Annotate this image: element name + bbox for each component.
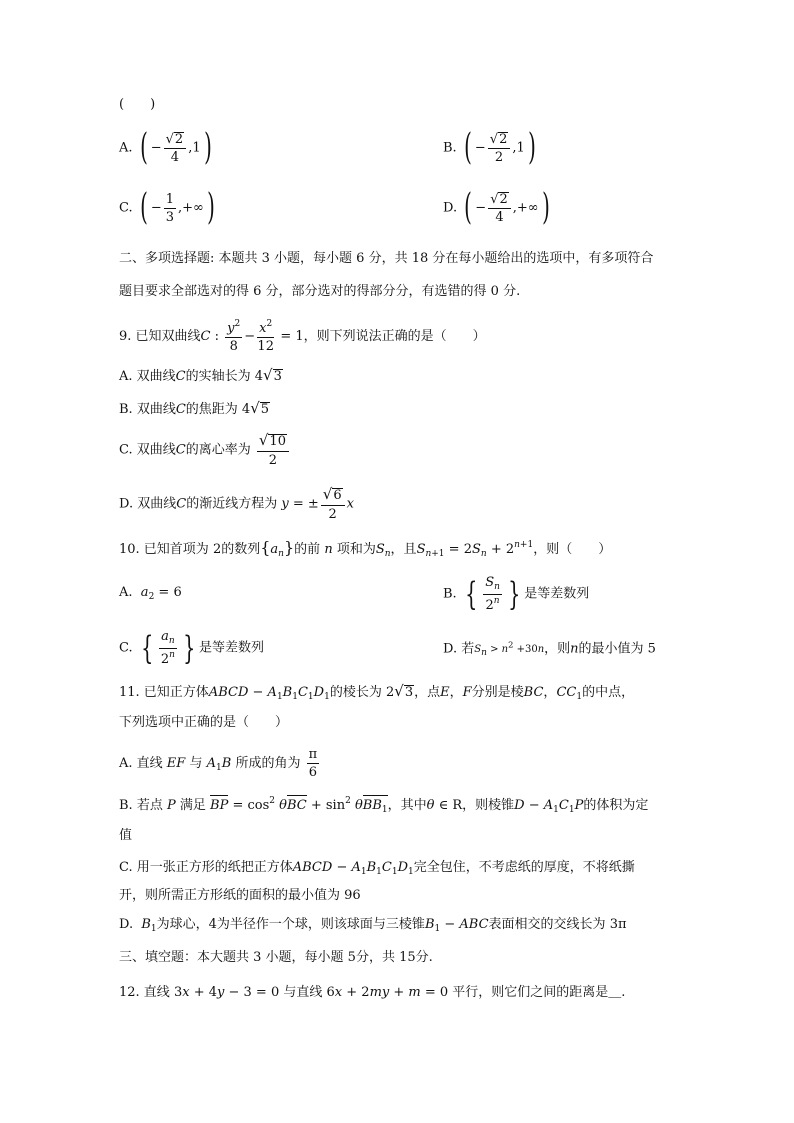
q10-option-a: A. $a_2 = 6$ — [119, 585, 182, 602]
q10-option-c: C. { $\frac{a_n}{2^n}$ } 是等差数列 — [119, 629, 265, 667]
q8-paren: ( ) — [119, 97, 156, 112]
option-label: D. — [443, 200, 458, 216]
q10-option-d: D. 若$Sn > n^2 +30n$，则n的最小值为 5 — [443, 640, 656, 659]
q11-option-d: D. $B_1$为球心，4为半径作一个球，则该球面与三棱锥$B_1$ − ABC表面相交的交线长为 3π — [119, 917, 627, 934]
option-label: A. — [119, 140, 133, 156]
q11-stem-line1: 11. 已知正方体ABCD − $A_1B_1C_1D_1$的棱长为 2√3，点E，F分别是棱BC，$CC_1$的中点， — [119, 682, 635, 702]
q9-option-a: A. 双曲线C的实轴长为 4√3 — [119, 366, 282, 384]
q11-option-c-line1: C. 用一张正方形的纸把正方体ABCD − $A_1B_1C_1D_1$完全包住，不考虑纸的厚度，不将纸撕 — [119, 860, 635, 877]
q10-stem: 10. 已知首项为 2的数列$\{a_n\}$的前 n 项和为$S_n$，且$S_{n+1} = 2S_n + 2^{n+1}$，则（ ） — [119, 538, 612, 559]
q11-option-b-line2: 值 — [119, 828, 133, 843]
q8-option-c: C. ( − $\frac{1}{3}$ ,+∞) — [119, 187, 215, 228]
q11-option-b-line1: B. 若点 P 满足 BP = $\cos^2 \theta BC + \sin^2 \theta BB_1$，其中θ ∈ R，则棱锥$D - A_1C_1P$的体积为定 — [119, 796, 649, 815]
q9-option-b: B. 双曲线C的焦距为 4√5 — [119, 399, 270, 417]
q9-option-c: C. 双曲线C的离心率为 $\frac{√10}{2}$ — [119, 433, 291, 467]
option-label: C. — [119, 200, 133, 216]
q11-option-c-line2: 开，则所需正方形纸的面积的最小值为 96 — [119, 888, 361, 903]
q8-option-a: A. ( − $\frac{√2}{4}$ ,1) — [119, 127, 212, 168]
q9-stem: 9. 已知双曲线C : $\frac{y^2}{8}$ − $\frac{x^2}{12}$ = 1，则下列说法正确的是（ ） — [119, 319, 486, 354]
q8-option-b: B. ( − $\frac{√2}{2}$ ,1) — [443, 127, 536, 168]
q11-option-a: A. 直线 EF 与 $A_1B$ 所成的角为 $\frac{\pi}{6}$ — [119, 747, 318, 780]
q8-option-d: D. ( − $\frac{√2}{4}$ ,+∞) — [443, 187, 550, 228]
option-label: B. — [443, 140, 457, 156]
section3-heading: 三、填空题：本大题共 3 小题，每小题 5分，共 15分. — [119, 950, 433, 965]
section2-heading-line1: 二、多项选择题: 本题共 3 小题，每小题 6 分，共 18 分在每小题给出的选项中，有多项符合 — [119, 251, 654, 266]
q11-stem-line2: 下列选项中正确的是（ ） — [119, 715, 289, 730]
q10-option-b: B. { $\frac{S_n}{2^n}$ } 是等差数列 — [443, 575, 590, 613]
section2-heading-line2: 题目要求全部选对的得 6 分，部分选对的得部分分，有选错的得 0 分. — [119, 284, 521, 299]
q9-option-d: D. 双曲线C的渐近线方程为 y = ± $\frac{√6}{2}$ x — [119, 485, 354, 522]
q12-stem: 12. 直线 3x + 4y − 3 = 0 与直线 6x + 2my + m = 0 平行，则它们之间的距离是＿. — [119, 985, 626, 1000]
